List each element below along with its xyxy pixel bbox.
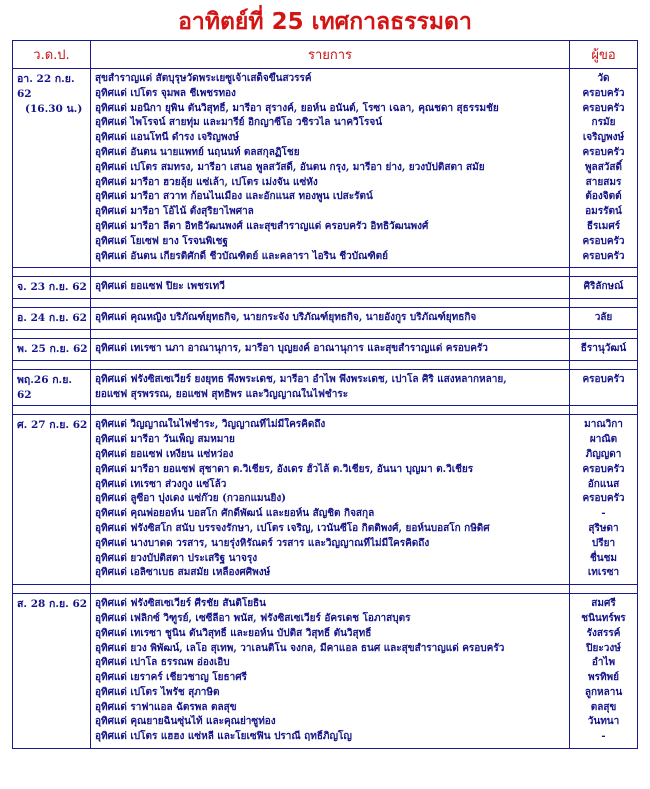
intention-line: อุทิศแด่ ยอแซฟ ปิยะ เพชรเทวี bbox=[95, 281, 225, 293]
spacer-cell bbox=[570, 585, 638, 594]
intention-line: อุทิศแด่ มารีอา โอ้ไน้ ตั้งสุริยาไพศาล bbox=[95, 206, 254, 218]
intention-line: อุทิศแด่ มารีอา ฮวยลุ้ย แซ่เล้า, เปโตร เม่งจัน แซ่หัง bbox=[95, 176, 318, 188]
requester-name: ครอบครัว bbox=[582, 463, 625, 475]
spacer-cell bbox=[570, 360, 638, 369]
intention-line: อุทิศแด่ มารีอา สวาท ก้อนไนเมือง และอักแนส ทองพูน เปสะรัตน์ bbox=[95, 191, 373, 203]
intention-line: อุทิศแด่ เอลิซาเบธ สมสมัย เหลืองศศิพงษ์ bbox=[95, 567, 271, 579]
intention-line: อุทิศแด่ อันตน เกียรติศักดิ์ ชีวบัณฑิตย์ และคลารา ไอริน ชีวบัณฑิตย์ bbox=[95, 250, 389, 262]
requester-name: วัด bbox=[597, 73, 610, 84]
spacer-cell bbox=[13, 360, 91, 369]
requester-name: ปรียา bbox=[591, 537, 616, 549]
requester-name: สุริษดา bbox=[588, 522, 619, 534]
items-cell bbox=[91, 308, 570, 330]
requester-name: อมรรัตน์ bbox=[585, 206, 622, 218]
spacer-cell bbox=[91, 406, 570, 415]
requester-name: ลูกหลาน bbox=[584, 686, 623, 698]
requester-cell bbox=[570, 277, 638, 299]
intention-line: อุทิศแด่ ราฟาแอล ฉัตรพล ตลสุข bbox=[95, 701, 237, 713]
date-cell bbox=[13, 594, 91, 749]
intention-line: อุทิศแด่ เยราคร์ เชี่ยวชาญ โยธาศรี bbox=[95, 672, 247, 684]
row-spacer bbox=[13, 299, 638, 308]
spacer-cell bbox=[13, 585, 91, 594]
spacer-cell bbox=[570, 299, 638, 308]
spacer-cell bbox=[570, 329, 638, 338]
intention-line: อุทิศแด่ อันตน นายแพทย์ นฤนนท์ ตลสกุลฏิโชย bbox=[95, 146, 300, 158]
requester-name: มาณวิกา bbox=[584, 419, 623, 431]
items-cell bbox=[91, 415, 570, 585]
date-cell bbox=[13, 277, 91, 299]
requester-name: สายสมร bbox=[585, 176, 622, 188]
date-text: พฤ.26 ก.ย. 62 bbox=[17, 373, 73, 401]
intention-line: สุขสำราญแด่ สัตบุรุษวัดพระเยซูเจ้าเสด็จขึ้นสวรรค์ bbox=[95, 73, 312, 84]
intention-line: อุทิศแด่ มารีอา ยอแซฟ สุชาดา ต.วิเชียร, อังเดร ฮั้วไล้ ต.วิเชียร, อันนา บุญมา ต.วิเชียร bbox=[95, 463, 474, 475]
intention-line: อุทิศแด่ วิญญาณในไฟชำระ, วิญญาณที่ไม่มีใครคิดถึง bbox=[95, 419, 326, 431]
intention-line: อุทิศแด่ เปโตร จุมพล ชีเพชรทอง bbox=[95, 87, 236, 99]
spacer-cell bbox=[13, 299, 91, 308]
header-requester: ผู้ขอ bbox=[570, 41, 638, 69]
intention-line: อุทิศแด่ เทเรซา นภา อาณานุการ, มารีอา บุญยงค์ อาณานุการ และสุขสำราญแด่ ครอบครัว bbox=[95, 342, 488, 354]
intention-line: อุทิศแด่ คุณหญิง บริภัณฑ์ยุทธกิจ, นายกระจัง บริภัณฑ์ยุทธกิจ, นายอังกูร บริภัณฑ์ยุทธกิจ bbox=[95, 312, 477, 324]
requester-name: สมศรี bbox=[591, 598, 616, 610]
date-cell bbox=[13, 369, 91, 406]
requester-cell bbox=[570, 308, 638, 330]
date-cell bbox=[13, 415, 91, 585]
intention-line: อุทิศแด่ เฟลิกซ์ วิฑูรย์, เซซีลีอา พนัส, ฟรังซิสเซเวียร์ อัครเดช โอภาสบุตร bbox=[95, 612, 411, 624]
date-text: พ. 25 ก.ย. 62 bbox=[17, 342, 88, 355]
intention-line: ยอแซฟ สุรพรรณ, ยอแซฟ สุทธิพร และวิญญาณในไฟชำระ bbox=[95, 388, 349, 400]
requester-cell bbox=[570, 594, 638, 749]
requester-name: ครอบครัว bbox=[582, 250, 625, 262]
requester-name: ครอบครัว bbox=[582, 373, 625, 385]
spacer-cell bbox=[91, 329, 570, 338]
requester-name: ชื่นชม bbox=[589, 552, 617, 564]
intention-line: อุทิศแด่ ไพโรจน์ สายทุ่ม และมารีย์ อิกญาซีโอ วชิรวไล นาควิโรจน์ bbox=[95, 117, 383, 129]
spacer-cell bbox=[13, 406, 91, 415]
table-row bbox=[13, 308, 638, 330]
table-row bbox=[13, 69, 638, 268]
intention-line: อุทิศแด่ เปโตร แฮฮง แซ่หลี และโยเซฟิน ปราณี ฤทธิ์ภิญโญ bbox=[95, 731, 352, 743]
requester-name: - bbox=[601, 731, 606, 743]
items-cell bbox=[91, 69, 570, 268]
date-text: ส. 28 ก.ย. 62 bbox=[17, 598, 88, 611]
requester-cell bbox=[570, 415, 638, 585]
requester-name: อำไพ bbox=[591, 657, 616, 669]
requester-name: พรทิพย์ bbox=[587, 672, 619, 684]
requester-name: ศิริลักษณ์ bbox=[583, 281, 624, 293]
spacer-cell bbox=[91, 299, 570, 308]
intention-line: อุทิศแด่ แอนโทนี่ ดำรง เจริญพงษ์ bbox=[95, 132, 240, 144]
requester-name: วลัย bbox=[594, 312, 613, 324]
row-spacer bbox=[13, 268, 638, 277]
intention-line: อุทิศแด่ ฟรังซิสเซเวียร์ ยงยุทธ พึ่งพระเดช, มารีอา อำไพ พึ่งพระเดช, เปาโล ศิริ แสงหลากหลาย, bbox=[95, 373, 507, 385]
table-row bbox=[13, 415, 638, 585]
intention-line: อุทิศแด่ ยวงบัปติสตา ประเสริฐ นาจรุง bbox=[95, 552, 258, 564]
requester-name: เจริญพงษ์ bbox=[582, 132, 625, 144]
date-cell bbox=[13, 69, 91, 268]
requester-name: เทเรซา bbox=[587, 567, 620, 579]
intention-line: อุทิศแด่ มารีอา ลีดา อิทธิวัฒนพงศ์ และสุขสำราญแด่ ครอบครัว อิทธิวัฒนพงศ์ bbox=[95, 220, 429, 232]
requester-name: อักแนส bbox=[587, 478, 620, 490]
intention-line: อุทิศแด่ นางบาดด วรสาร, นายรุ่งหิรัณดร์ วรสาร และวิญญาณที่ไม่มีใครคิดถึง bbox=[95, 537, 430, 549]
requester-name: ผาณิต bbox=[589, 434, 618, 446]
requester-cell bbox=[570, 69, 638, 268]
row-spacer bbox=[13, 360, 638, 369]
requester-name: ธีรเมศร์ bbox=[586, 220, 621, 232]
requester-name: ครอบครัว bbox=[582, 146, 625, 158]
table-body bbox=[13, 69, 638, 749]
intention-line: อุทิศแด่ โยเซฟ ยาง โรจนพิเชฐ bbox=[95, 235, 228, 247]
items-cell bbox=[91, 277, 570, 299]
intention-line: อุทิศแด่ มอนิกา ยุพิน ตันวิสุทธิ์, มารีอา สุรางค์, ยอห์น อนันต์, โรซา เฉลา, คุณชดา สุธรรมชัย bbox=[95, 102, 499, 114]
requester-name: วันทนา bbox=[587, 716, 620, 728]
intention-line: อุทิศแด่ เทเรซา ชูนิน ตันวิสุทธิ์ และยอห์น บัปติส วิสุทธิ์ ตันวิสุทธิ์ bbox=[95, 627, 372, 639]
intention-line: อุทิศแด่ เปโตร ไพรัช สุภาษิต bbox=[95, 686, 220, 698]
requester-name: ต้องจิตต์ bbox=[585, 191, 622, 203]
table-row bbox=[13, 369, 638, 406]
page-title: อาทิตย์ที่ 25 เทศกาลธรรมดา bbox=[178, 9, 472, 35]
table-row bbox=[13, 277, 638, 299]
mass-intention-table bbox=[12, 40, 638, 749]
requester-cell bbox=[570, 338, 638, 360]
intention-line: อุทิศแด่ มารีอา วันเพ็ญ สมหมาย bbox=[95, 434, 235, 446]
table-header-row bbox=[13, 41, 638, 69]
requester-name: ครอบครัว bbox=[582, 493, 625, 505]
row-spacer bbox=[13, 585, 638, 594]
intention-line: อุทิศแด่ คุณพ่อยอห์น บอสโก ศักดิ์พัฒน์ และยอห์น สัญชิต กิจสกุล bbox=[95, 508, 375, 520]
requester-name: รังสรรค์ bbox=[586, 627, 621, 639]
date-text: อา. 22 ก.ย. 62 bbox=[17, 73, 75, 100]
intention-line: อุทิศแด่ ยวง พิพัฒน์, เลโอ สุเทพ, วาเลนติโน จงกล, มีคาแอล ธนศ และสุขสำราญแด่ ครอบครัว bbox=[95, 642, 505, 654]
row-spacer bbox=[13, 406, 638, 415]
requester-name: ภิญญดา bbox=[585, 448, 622, 460]
date-text: ศ. 27 ก.ย. 62 bbox=[17, 419, 88, 432]
intention-line: อุทิศแด่ ฟรังซิสโก สนับ บรรจงรักษา, เปโตร เจริญ, เวนันซีโอ กิตติพงศ์, ยอห์นบอสโก กษิดิศ bbox=[95, 522, 490, 534]
date-text: อ. 24 ก.ย. 62 bbox=[17, 312, 87, 325]
requester-name bbox=[570, 388, 637, 403]
requester-name: ปิยะวงษ์ bbox=[586, 642, 621, 654]
intention-line: อุทิศแด่ ลูซีอา บุ่งเดง แซ่ก๊วย (กวอกแมนยิง) bbox=[95, 493, 286, 505]
header-date: ว.ด.ป. bbox=[13, 41, 91, 69]
spacer-cell bbox=[570, 268, 638, 277]
intention-line: อุทิศแด่ เทเรซา ส่วงกูง แซ่โล้ว bbox=[95, 478, 227, 490]
header-items: รายการ bbox=[91, 41, 570, 69]
row-spacer bbox=[13, 329, 638, 338]
date-time-text: (16.30 น.) bbox=[25, 102, 83, 115]
requester-name: ครอบครัว bbox=[582, 235, 625, 247]
spacer-cell bbox=[13, 329, 91, 338]
spacer-cell bbox=[91, 585, 570, 594]
intention-line: อุทิศแด่ ยอแซฟ เหงียน แซ่หว่อง bbox=[95, 448, 234, 460]
intention-line: อุทิศแด่ เปาโล ธรรณพ อ่องเอิบ bbox=[95, 657, 230, 669]
requester-name: พูลสวัสดิ์ bbox=[584, 161, 623, 173]
intention-line: อุทิศแด่ คุณยายฉินซุ่นไท้ และคุณย่าซูท่อง bbox=[95, 716, 276, 728]
requester-name: กรมัย bbox=[591, 117, 616, 129]
date-text: จ. 23 ก.ย. 62 bbox=[17, 281, 87, 294]
spacer-cell bbox=[570, 406, 638, 415]
spacer-cell bbox=[91, 268, 570, 277]
requester-name: ตลสุข bbox=[590, 701, 617, 713]
spacer-cell bbox=[13, 268, 91, 277]
items-cell bbox=[91, 369, 570, 406]
intention-line: อุทิศแด่ ฟรังซิสเซเวียร์ ศีรชัย สันติโยธิน bbox=[95, 598, 266, 610]
table-row bbox=[13, 338, 638, 360]
requester-cell bbox=[570, 369, 638, 406]
items-cell bbox=[91, 594, 570, 749]
requester-name: ครอบครัว bbox=[582, 102, 625, 114]
requester-name: - bbox=[601, 508, 606, 520]
date-cell bbox=[13, 308, 91, 330]
table-row bbox=[13, 594, 638, 749]
requester-name: ชนินทร์พร bbox=[581, 612, 626, 624]
requester-name: ธีรานุวัฒน์ bbox=[580, 342, 627, 354]
requester-name: ครอบครัว bbox=[582, 87, 625, 99]
items-cell bbox=[91, 338, 570, 360]
intention-line: อุทิศแด่ เปโตร สมทรง, มารีอา เสนอ พูลสวัสดิ์, อันตน กรุง, มารีอา ย่าง, ยวงบัปติสตา สมัย bbox=[95, 161, 485, 173]
date-cell bbox=[13, 338, 91, 360]
spacer-cell bbox=[91, 360, 570, 369]
